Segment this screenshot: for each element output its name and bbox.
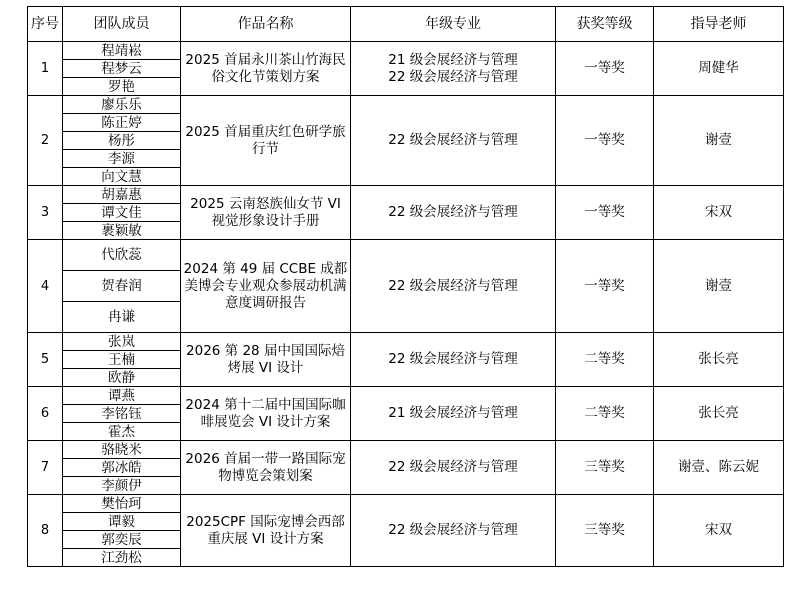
cell-advisor: 周健华 (654, 42, 784, 96)
cell-award: 一等奖 (556, 96, 654, 186)
table-row (28, 96, 784, 114)
major-line: 22 级会展经济与管理 (388, 132, 518, 148)
cell-index: 8 (28, 495, 63, 567)
cell-advisor: 宋双 (654, 186, 784, 240)
table-row (28, 186, 784, 204)
cell-major (351, 333, 556, 387)
major-line: 21 级会展经济与管理 (388, 51, 518, 68)
cell-work: 2025CPF 国际宠博会西部重庆展 VI 设计方案 (181, 495, 351, 567)
cell-major (351, 186, 556, 240)
header-index: 序号 (28, 7, 63, 42)
cell-advisor: 张长亮 (654, 333, 784, 387)
cell-award: 三等奖 (556, 495, 654, 567)
cell-member: 王楠 (63, 351, 181, 369)
cell-member: 郭冰皓 (63, 459, 181, 477)
cell-work: 2025 云南怒族仙女节 VI 视觉形象设计手册 (181, 186, 351, 240)
table-row (28, 387, 784, 405)
major-line: 21 级会展经济与管理 (388, 405, 518, 421)
cell-advisor: 谢壹、陈云妮 (654, 441, 784, 495)
header-major: 年级专业 (351, 7, 556, 42)
cell-member: 郭奕辰 (63, 531, 181, 549)
cell-work: 2026 首届一带一路国际宠物博览会策划案 (181, 441, 351, 495)
cell-work: 2024 第 49 届 CCBE 成都美博会专业观众参展动机满意度调研报告 (181, 240, 351, 333)
cell-member: 江劲松 (63, 549, 181, 567)
cell-award: 三等奖 (556, 441, 654, 495)
cell-member: 罗艳 (63, 78, 181, 96)
cell-member: 李源 (63, 150, 181, 168)
cell-work: 2025 首届重庆红色研学旅行节 (181, 96, 351, 186)
header-work: 作品名称 (181, 7, 351, 42)
cell-major (351, 240, 556, 333)
major-line: 22 级会展经济与管理 (388, 68, 518, 85)
award-table (27, 6, 784, 567)
header-members: 团队成员 (63, 7, 181, 42)
cell-index: 4 (28, 240, 63, 333)
cell-member: 谭文佳 (63, 204, 181, 222)
table-row (28, 333, 784, 351)
cell-award: 一等奖 (556, 186, 654, 240)
cell-index: 5 (28, 333, 63, 387)
major-line: 22 级会展经济与管理 (388, 277, 518, 294)
cell-advisor: 宋双 (654, 495, 784, 567)
major-line: 22 级会展经济与管理 (388, 351, 518, 367)
cell-member: 裹颖敏 (63, 222, 181, 240)
cell-member: 程梦云 (63, 60, 181, 78)
cell-work: 2026 第 28 届中国国际焙烤展 VI 设计 (181, 333, 351, 387)
cell-member: 向文慧 (63, 168, 181, 186)
cell-member: 贺春润 (63, 271, 181, 302)
cell-index: 2 (28, 96, 63, 186)
cell-index: 6 (28, 387, 63, 441)
header-award: 获奖等级 (556, 7, 654, 42)
cell-advisor: 谢壹 (654, 96, 784, 186)
cell-member: 廖乐乐 (63, 96, 181, 114)
cell-member: 冉谦 (63, 302, 181, 333)
cell-major (351, 96, 556, 186)
cell-member: 代欣蕊 (63, 240, 181, 271)
cell-award: 一等奖 (556, 42, 654, 96)
cell-member: 李铭钰 (63, 405, 181, 423)
cell-member: 杨彤 (63, 132, 181, 150)
major-line: 22 级会展经济与管理 (388, 522, 518, 538)
cell-index: 3 (28, 186, 63, 240)
cell-member: 骆晓米 (63, 441, 181, 459)
table-row (28, 495, 784, 513)
header-row (28, 7, 784, 42)
cell-work: 2024 第十二届中国国际咖啡展览会 VI 设计方案 (181, 387, 351, 441)
cell-member: 李颜伊 (63, 477, 181, 495)
header-advisor: 指导老师 (654, 7, 784, 42)
cell-member: 胡嘉惠 (63, 186, 181, 204)
cell-advisor: 张长亮 (654, 387, 784, 441)
table-body (28, 42, 784, 567)
major-line: 22 级会展经济与管理 (388, 204, 518, 220)
cell-major (351, 495, 556, 567)
table-row (28, 441, 784, 459)
cell-member: 欧静 (63, 369, 181, 387)
major-line: 22 级会展经济与管理 (388, 459, 518, 475)
cell-member: 程靖崧 (63, 42, 181, 60)
cell-member: 霍杰 (63, 423, 181, 441)
cell-member: 陈正婷 (63, 114, 181, 132)
cell-major (351, 441, 556, 495)
cell-index: 1 (28, 42, 63, 96)
cell-member: 张岚 (63, 333, 181, 351)
cell-award: 二等奖 (556, 387, 654, 441)
cell-award: 一等奖 (556, 240, 654, 333)
cell-award: 二等奖 (556, 333, 654, 387)
table-row (28, 42, 784, 60)
cell-major (351, 42, 556, 96)
cell-member: 谭毅 (63, 513, 181, 531)
cell-advisor: 谢壹 (654, 240, 784, 333)
cell-work: 2025 首届永川茶山竹海民俗文化节策划方案 (181, 42, 351, 96)
cell-member: 谭燕 (63, 387, 181, 405)
cell-major (351, 387, 556, 441)
cell-member: 樊怡珂 (63, 495, 181, 513)
table-row (28, 240, 784, 271)
cell-index: 7 (28, 441, 63, 495)
